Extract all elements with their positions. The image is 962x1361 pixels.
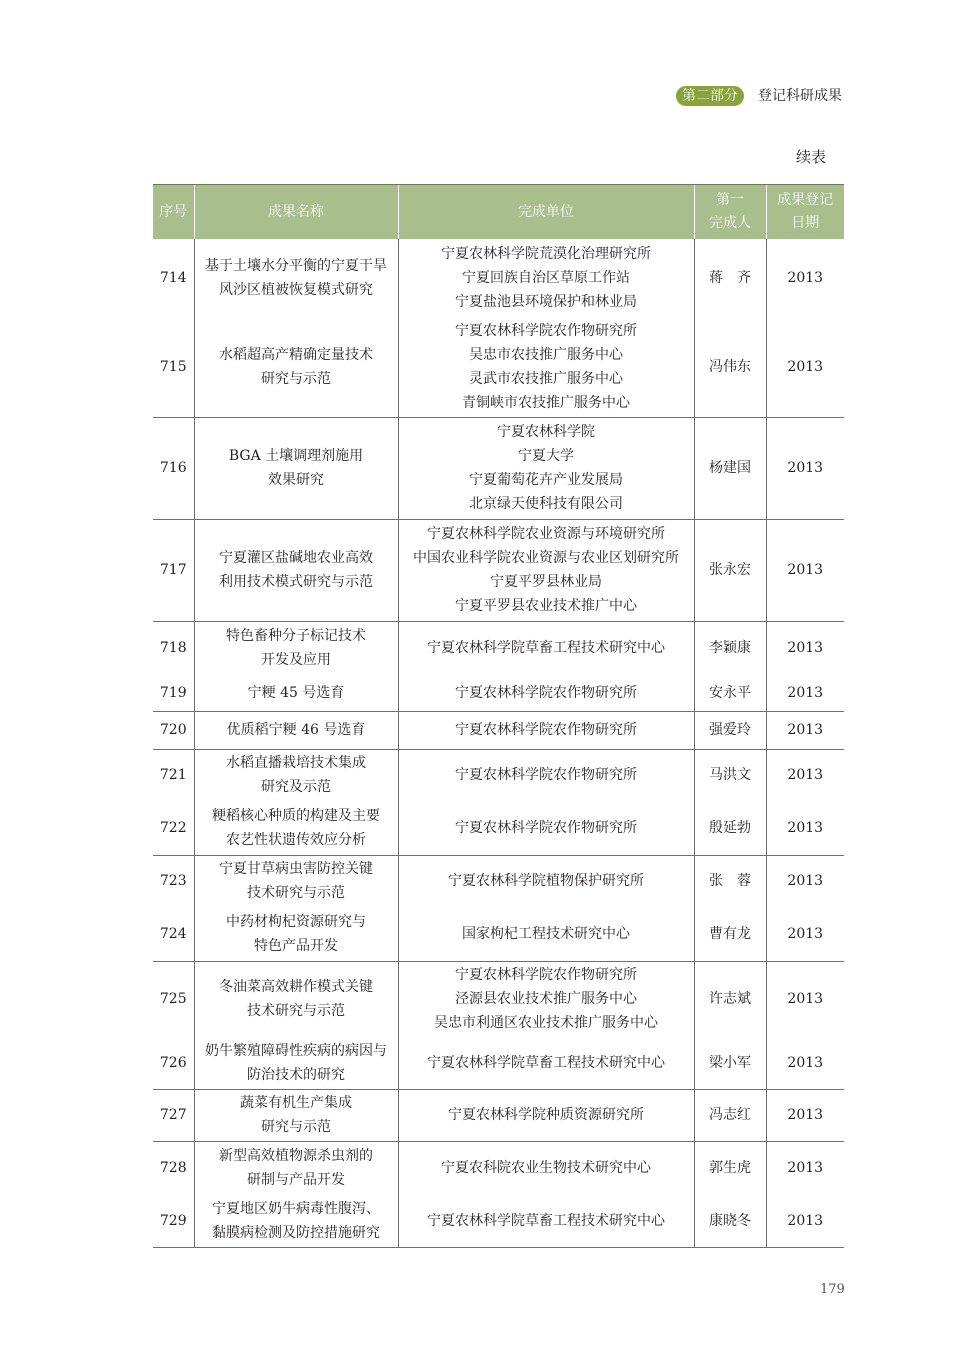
- header-name: [194, 185, 398, 240]
- first-completer-cell: [694, 1089, 766, 1141]
- achievement-name-text: 宁夏地区奶牛病毒性腹泻、: [212, 1200, 380, 1217]
- achievement-name-text: 效果研究: [268, 472, 324, 488]
- table-row: [153, 417, 844, 519]
- first-completer-cell: [694, 317, 766, 417]
- registration-date-cell: [766, 961, 844, 1037]
- completion-unit-cell: [398, 317, 694, 417]
- registration-date-text: 2013: [787, 562, 824, 578]
- row-number-text: 719: [159, 684, 187, 701]
- completion-unit-text: 宁夏农林科学院农作物研究所: [455, 767, 637, 784]
- completion-unit-cell: [398, 621, 694, 675]
- table-row: [153, 1141, 844, 1195]
- first-completer-cell: [694, 417, 766, 519]
- header-unit: [398, 185, 694, 240]
- first-completer-cell: [694, 1037, 766, 1089]
- header-person-text: 完成人: [709, 215, 751, 231]
- header-date-text: 日期: [791, 215, 820, 231]
- completion-unit-text: 宁夏农林科学院草畜工程技术研究中心: [427, 640, 665, 657]
- completion-unit-text: 宁夏农林科学院荒漠化治理研究所: [441, 246, 651, 262]
- achievement-name-cell: [194, 1141, 398, 1195]
- first-completer-text: 冯志红: [709, 1107, 751, 1123]
- first-completer-text: 殷延勃: [709, 819, 751, 836]
- row-number-text: 728: [159, 1160, 187, 1177]
- first-completer-cell: [694, 961, 766, 1037]
- row-number-text: 721: [159, 767, 187, 784]
- header-date: [766, 185, 844, 240]
- header-person: [694, 185, 766, 240]
- row-number-cell: [153, 239, 194, 317]
- registration-date-cell: [766, 711, 844, 749]
- table-row: [153, 1089, 844, 1141]
- registration-date-text: 2013: [787, 925, 824, 942]
- row-number-cell: [153, 1037, 194, 1089]
- row-number-text: 729: [159, 1212, 187, 1229]
- completion-unit-text: 宁夏农林科学院种质资源研究所: [448, 1107, 644, 1123]
- completion-unit-text: 青铜峡市农技推广服务中心: [462, 394, 630, 411]
- registration-date-cell: [766, 675, 844, 711]
- row-number-cell: [153, 907, 194, 961]
- table-row: [153, 239, 844, 317]
- achievement-name-cell: [194, 317, 398, 417]
- completion-unit-cell: [398, 1195, 694, 1247]
- completion-unit-text: 宁夏农林科学院农作物研究所: [455, 722, 637, 738]
- completion-unit-cell: [398, 1141, 694, 1195]
- row-number-cell: [153, 801, 194, 855]
- table-row: [153, 621, 844, 675]
- table-row: [153, 907, 844, 961]
- registration-date-text: 2013: [787, 1107, 824, 1123]
- completion-unit-cell: [398, 417, 694, 519]
- completion-unit-cell: [398, 711, 694, 749]
- registration-date-text: 2013: [787, 270, 824, 286]
- row-number-cell: [153, 749, 194, 801]
- registration-date-text: 2013: [787, 767, 824, 784]
- registration-date-text: 2013: [787, 1212, 824, 1229]
- registration-date-cell: [766, 1089, 844, 1141]
- registration-date-text: 2013: [787, 460, 824, 476]
- completion-unit-text: 宁夏葡萄花卉产业发展局: [469, 472, 623, 488]
- table-row: [153, 519, 844, 621]
- registration-date-text: 2013: [787, 640, 824, 657]
- first-completer-text: 郭生虎: [709, 1160, 751, 1177]
- achievement-name-text: 防治技术的研究: [247, 1066, 345, 1083]
- row-number-cell: [153, 519, 194, 621]
- registration-date-cell: [766, 1037, 844, 1089]
- achievement-name-text: 奶牛繁殖障碍性疾病的病因与: [205, 1042, 387, 1059]
- first-completer-text: 张永宏: [709, 562, 751, 578]
- row-number-text: 724: [159, 925, 187, 942]
- continued-label: 续表: [796, 148, 827, 166]
- achievement-name-text: 水稻直播栽培技术集成: [226, 755, 366, 772]
- completion-unit-text: 中国农业科学院农业资源与农业区划研究所: [413, 550, 679, 566]
- achievement-name-text: 研制与产品开发: [247, 1172, 345, 1189]
- first-completer-text: 强爱玲: [709, 722, 751, 738]
- achievement-name-cell: [194, 961, 398, 1037]
- completion-unit-cell: [398, 961, 694, 1037]
- achievement-name-cell: [194, 1195, 398, 1247]
- completion-unit-text: 宁夏盐池县环境保护和林业局: [455, 294, 637, 310]
- achievement-name-text: 特色产品开发: [254, 937, 338, 954]
- completion-unit-text: 宁夏农科院农业生物技术研究中心: [441, 1160, 651, 1177]
- achievement-name-text: 蔬菜有机生产集成: [240, 1095, 352, 1111]
- completion-unit-text: 宁夏平罗县农业技术推广中心: [455, 598, 637, 614]
- completion-unit-text: 宁夏回族自治区草原工作站: [462, 270, 630, 286]
- achievement-name-text: 中药材枸杞资源研究与: [226, 913, 366, 930]
- table-header-row: [153, 185, 844, 240]
- table-row: [153, 317, 844, 417]
- row-number-text: 727: [159, 1107, 187, 1123]
- registration-date-cell: [766, 417, 844, 519]
- achievement-name-text: 冬油菜高效耕作模式关键: [219, 979, 373, 996]
- achievement-name-text: 技术研究与示范: [247, 885, 345, 902]
- header-no: [153, 185, 194, 240]
- row-number-text: 720: [159, 722, 187, 738]
- registration-date-text: 2013: [787, 1160, 824, 1177]
- row-number-text: 718: [159, 640, 187, 657]
- completion-unit-cell: [398, 855, 694, 907]
- row-number-text: 717: [159, 562, 187, 578]
- achievement-name-cell: [194, 907, 398, 961]
- registration-date-cell: [766, 749, 844, 801]
- row-number-cell: [153, 855, 194, 907]
- achievement-name-text: 新型高效植物源杀虫剂的: [219, 1148, 373, 1165]
- row-number-text: 723: [159, 873, 187, 890]
- section-title: 登记科研成果: [758, 88, 842, 104]
- first-completer-cell: [694, 675, 766, 711]
- table-row: [153, 1195, 844, 1247]
- first-completer-cell: [694, 1141, 766, 1195]
- achievement-name-text: 基于土壤水分平衡的宁夏干旱: [205, 258, 387, 274]
- header-name-text: 成果名称: [268, 203, 324, 220]
- completion-unit-cell: [398, 675, 694, 711]
- first-completer-cell: [694, 907, 766, 961]
- completion-unit-cell: [398, 519, 694, 621]
- completion-unit-text: 宁夏农林科学院农作物研究所: [455, 322, 637, 339]
- registration-date-cell: [766, 519, 844, 621]
- registration-date-text: 2013: [787, 873, 824, 890]
- registration-date-cell: [766, 317, 844, 417]
- achievement-name-cell: [194, 239, 398, 317]
- table-row: [153, 961, 844, 1037]
- registration-date-text: 2013: [787, 1054, 824, 1071]
- first-completer-cell: [694, 711, 766, 749]
- row-number-cell: [153, 417, 194, 519]
- row-number-cell: [153, 675, 194, 711]
- first-completer-text: 许志斌: [709, 991, 751, 1008]
- row-number-text: 714: [159, 270, 187, 286]
- completion-unit-text: 宁夏农林科学院农业资源与环境研究所: [427, 526, 665, 542]
- registration-date-cell: [766, 239, 844, 317]
- page-number: 179: [820, 1282, 845, 1297]
- achievement-name-text: 黏膜病检测及防控措施研究: [212, 1224, 380, 1241]
- achievement-name-cell: [194, 621, 398, 675]
- first-completer-cell: [694, 855, 766, 907]
- row-number-cell: [153, 621, 194, 675]
- header-person-text: 第一: [716, 192, 744, 208]
- achievement-name-text: 特色畜种分子标记技术: [226, 628, 366, 645]
- completion-unit-text: 吴忠市农技推广服务中心: [469, 346, 623, 363]
- first-completer-text: 蒋 齐: [709, 270, 751, 286]
- first-completer-cell: [694, 801, 766, 855]
- achievement-name-text: 农艺性状遗传效应分析: [226, 831, 366, 848]
- first-completer-cell: [694, 749, 766, 801]
- table-row: [153, 749, 844, 801]
- first-completer-cell: [694, 621, 766, 675]
- achievement-name-text: 宁夏甘草病虫害防控关键: [219, 861, 373, 878]
- completion-unit-cell: [398, 239, 694, 317]
- table-row: [153, 855, 844, 907]
- section-badge: 第二部分: [676, 86, 744, 106]
- achievement-name-text: 研究与示范: [261, 370, 331, 387]
- first-completer-cell: [694, 1195, 766, 1247]
- row-number-text: 715: [159, 358, 187, 375]
- achievement-name-text: 风沙区植被恢复模式研究: [219, 282, 373, 298]
- achievement-name-cell: [194, 1037, 398, 1089]
- header-date-text: 成果登记: [777, 192, 834, 208]
- registration-date-cell: [766, 1141, 844, 1195]
- completion-unit-text: 宁夏农林科学院草畜工程技术研究中心: [427, 1212, 665, 1229]
- achievement-name-text: 宁粳 45 号选育: [247, 684, 345, 701]
- table-row: [153, 675, 844, 711]
- achievement-name-cell: [194, 711, 398, 749]
- first-completer-text: 马洪文: [709, 767, 751, 784]
- table-row: [153, 1037, 844, 1089]
- completion-unit-cell: [398, 1089, 694, 1141]
- completion-unit-cell: [398, 907, 694, 961]
- registration-date-cell: [766, 855, 844, 907]
- achievement-name-text: BGA 土壤调理剂施用: [228, 448, 364, 464]
- first-completer-cell: [694, 239, 766, 317]
- registration-date-text: 2013: [787, 684, 824, 701]
- first-completer-text: 安永平: [709, 684, 751, 701]
- first-completer-text: 曹有龙: [709, 925, 751, 942]
- row-number-text: 722: [159, 819, 187, 836]
- completion-unit-text: 泾源县农业技术推广服务中心: [455, 991, 637, 1008]
- registration-date-text: 2013: [787, 991, 824, 1008]
- registration-date-cell: [766, 907, 844, 961]
- completion-unit-cell: [398, 1037, 694, 1089]
- achievement-name-text: 宁夏灌区盐碱地农业高效: [219, 550, 373, 566]
- achievement-name-cell: [194, 417, 398, 519]
- registration-date-cell: [766, 621, 844, 675]
- achievement-name-cell: [194, 1089, 398, 1141]
- row-number-text: 716: [159, 460, 187, 476]
- completion-unit-cell: [398, 801, 694, 855]
- header-no-text: 序号: [159, 203, 188, 220]
- first-completer-text: 冯伟东: [709, 358, 751, 375]
- row-number-text: 726: [159, 1054, 187, 1071]
- registration-date-text: 2013: [787, 819, 824, 836]
- achievement-name-cell: [194, 519, 398, 621]
- row-number-cell: [153, 1195, 194, 1247]
- table-row: [153, 801, 844, 855]
- achievement-name-cell: [194, 675, 398, 711]
- row-number-text: 725: [159, 991, 187, 1008]
- row-number-cell: [153, 317, 194, 417]
- completion-unit-cell: [398, 749, 694, 801]
- completion-unit-text: 北京绿天使科技有限公司: [469, 496, 623, 512]
- first-completer-text: 李颖康: [709, 640, 751, 657]
- achievement-name-text: 利用技术模式研究与示范: [219, 574, 373, 590]
- achievement-name-text: 水稻超高产精确定量技术: [219, 346, 373, 363]
- completion-unit-text: 宁夏农林科学院农作物研究所: [455, 819, 637, 836]
- completion-unit-text: 宁夏农林科学院: [497, 424, 595, 440]
- row-number-cell: [153, 1141, 194, 1195]
- achievement-name-text: 技术研究与示范: [247, 1003, 345, 1020]
- achievement-name-text: 研究与示范: [261, 1119, 331, 1135]
- achievement-name-text: 研究及示范: [261, 779, 331, 796]
- first-completer-cell: [694, 519, 766, 621]
- first-completer-text: 康晓冬: [709, 1212, 751, 1229]
- completion-unit-text: 宁夏平罗县林业局: [490, 574, 602, 590]
- achievement-name-cell: [194, 801, 398, 855]
- achievements-table: [153, 184, 844, 1248]
- completion-unit-text: 吴忠市利通区农业技术推广服务中心: [434, 1015, 658, 1032]
- completion-unit-text: 宁夏农林科学院草畜工程技术研究中心: [427, 1054, 665, 1071]
- registration-date-cell: [766, 1195, 844, 1247]
- table-row: [153, 711, 844, 749]
- achievement-name-cell: [194, 749, 398, 801]
- achievement-name-text: 开发及应用: [261, 652, 331, 669]
- registration-date-text: 2013: [787, 358, 824, 375]
- row-number-cell: [153, 1089, 194, 1141]
- achievement-name-cell: [194, 855, 398, 907]
- first-completer-text: 杨建国: [709, 460, 751, 476]
- row-number-cell: [153, 961, 194, 1037]
- first-completer-text: 梁小军: [709, 1054, 751, 1071]
- completion-unit-text: 宁夏农林科学院农作物研究所: [455, 684, 637, 701]
- completion-unit-text: 灵武市农技推广服务中心: [469, 370, 623, 387]
- achievement-name-text: 优质稻宁粳 46 号选育: [226, 722, 366, 738]
- completion-unit-text: 宁夏农林科学院植物保护研究所: [448, 873, 644, 890]
- completion-unit-text: 宁夏农林科学院农作物研究所: [455, 967, 637, 984]
- header-unit-text: 完成单位: [518, 203, 574, 220]
- first-completer-text: 张 蓉: [709, 873, 751, 890]
- registration-date-cell: [766, 801, 844, 855]
- completion-unit-text: 宁夏大学: [518, 448, 574, 464]
- completion-unit-text: 国家枸杞工程技术研究中心: [462, 925, 630, 942]
- row-number-cell: [153, 711, 194, 749]
- achievement-name-text: 粳稻核心种质的构建及主要: [212, 807, 380, 824]
- registration-date-text: 2013: [787, 722, 824, 738]
